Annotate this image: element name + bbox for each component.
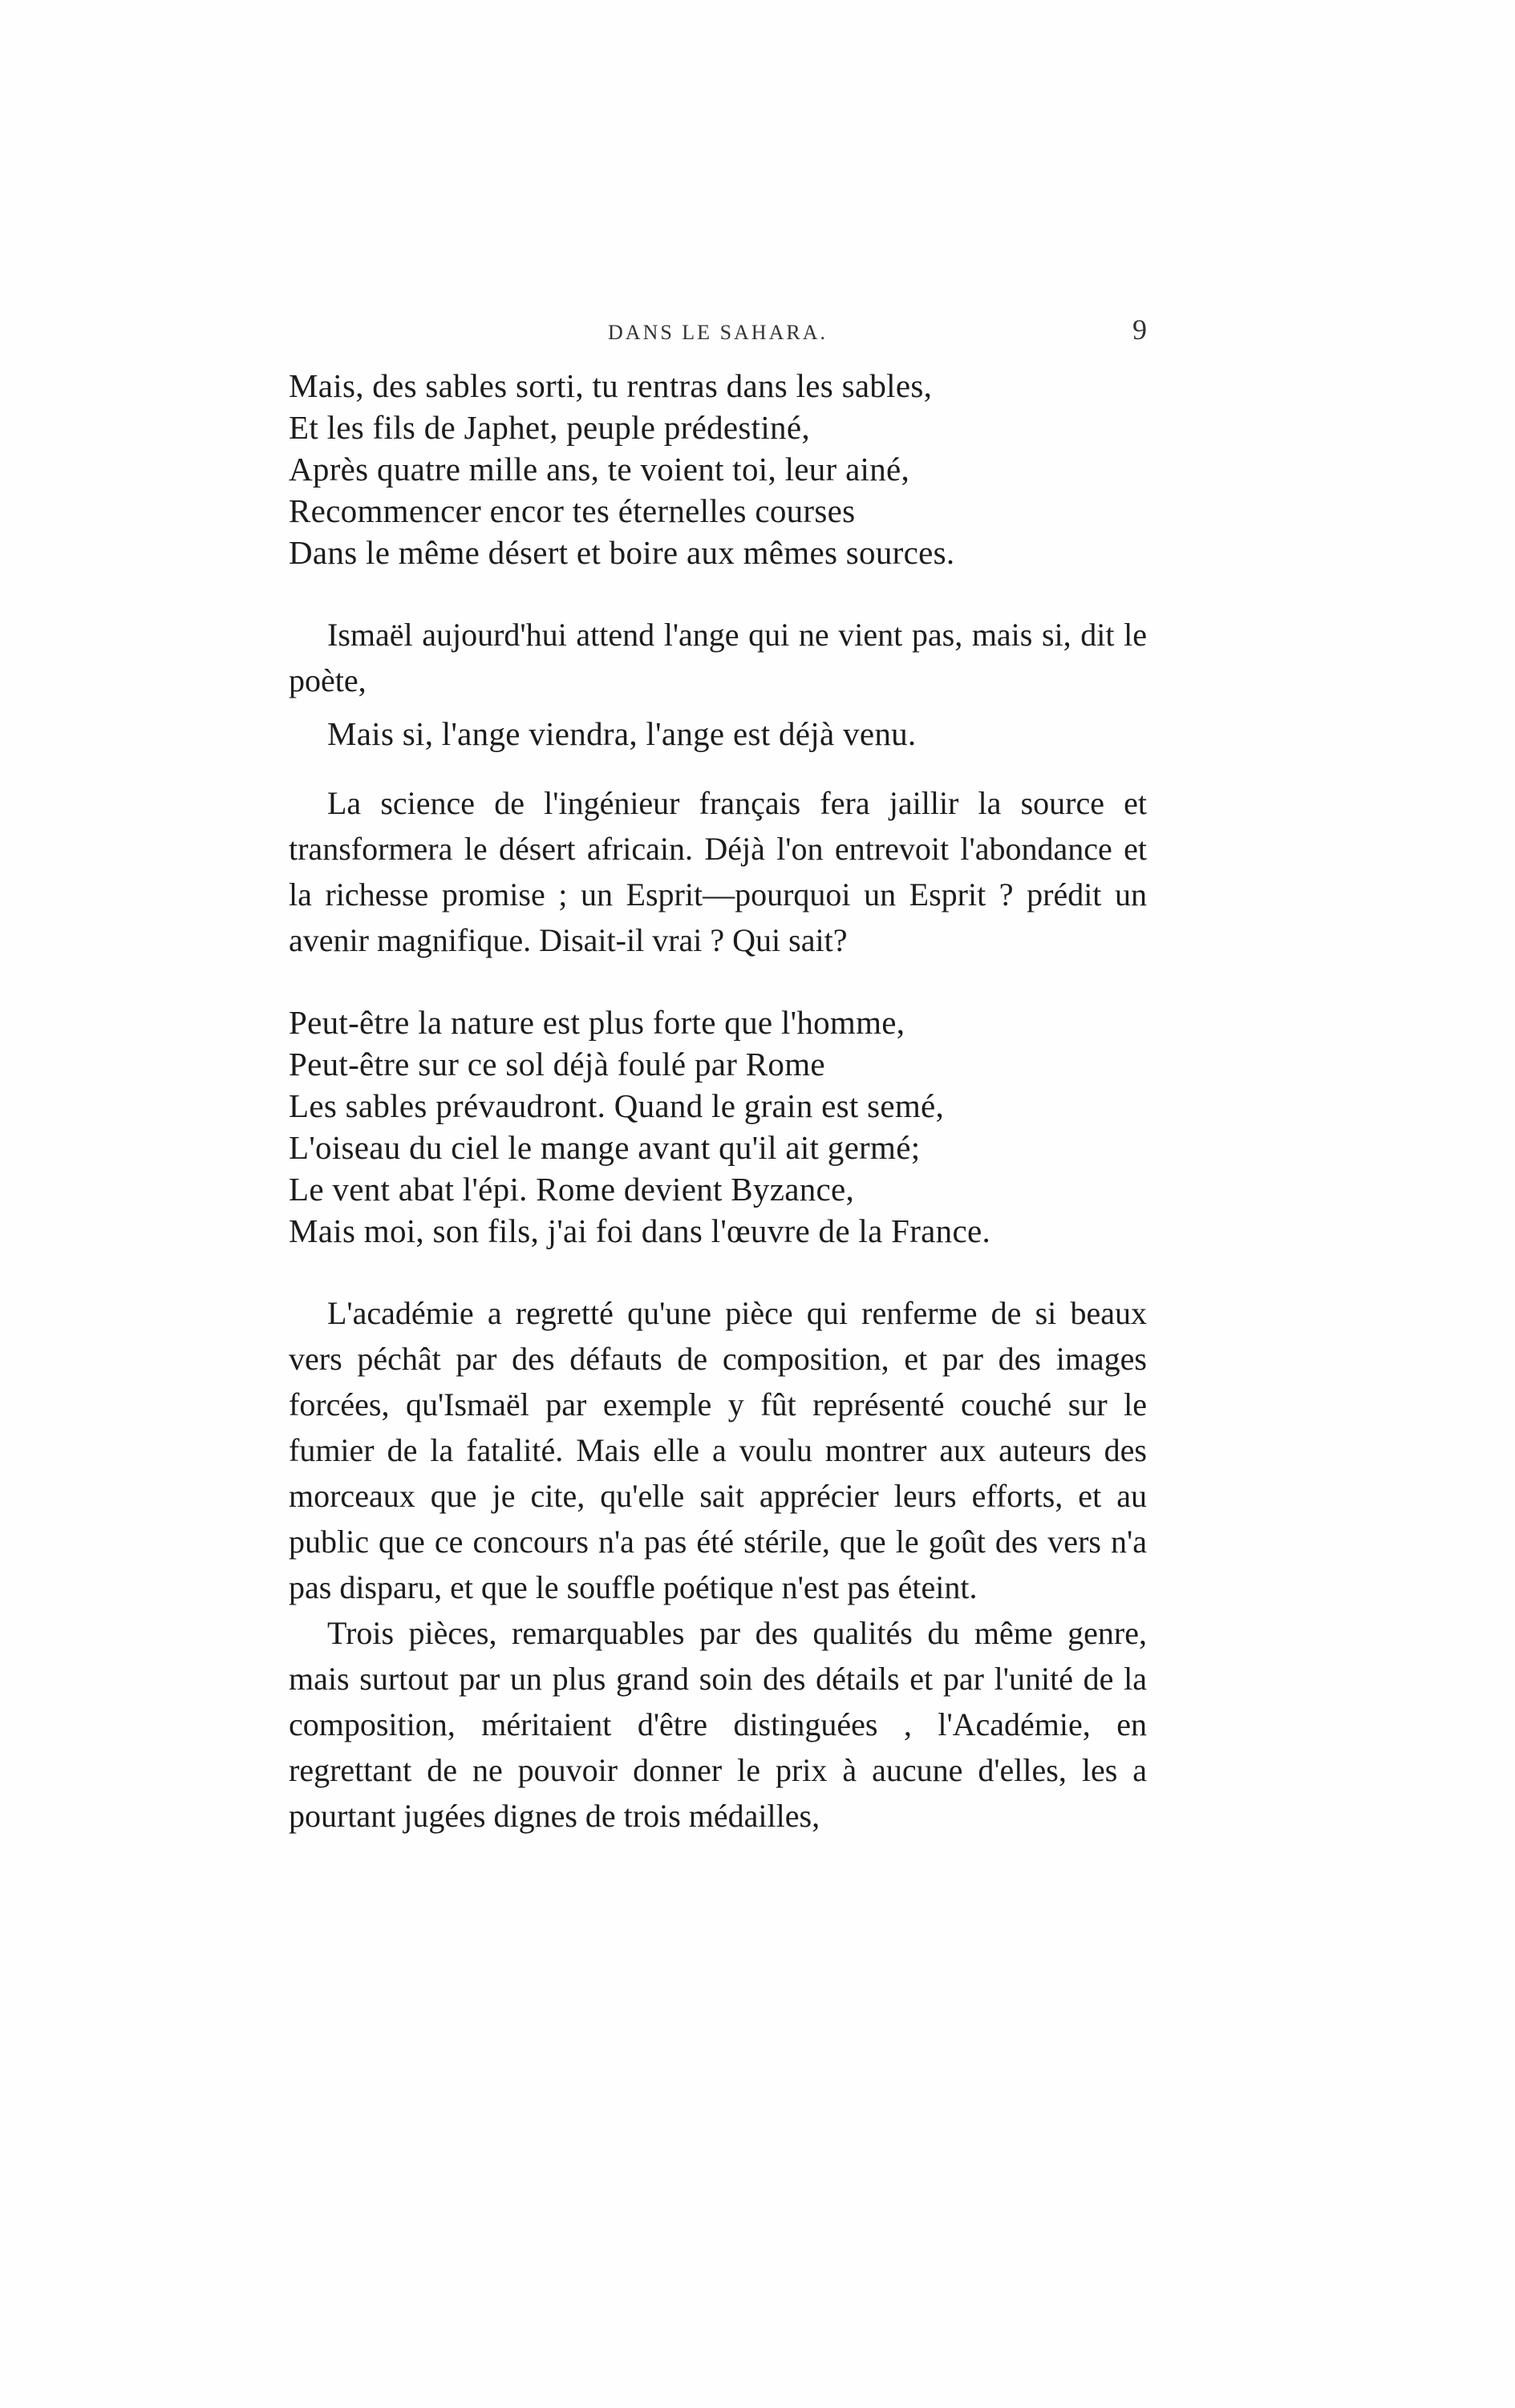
body-text [289,365,1147,1839]
verse-line: Mais si, l'ange viendra, l'ange est déjà venu. [327,715,917,752]
verse-stanza-3 [289,1002,1147,1252]
verse-stanza-1 [289,365,1147,573]
verse-line: Le vent abat l'épi. Rome devient Byzance, [289,1171,855,1208]
verse-line: Recommencer encor tes éternelles courses [289,492,856,529]
verse-stanza-2 [289,713,1147,755]
prose-paragraph: Trois pièces, remarquables par des qualités du même genre, mais surtout par un plus grand soin des détails et par l'unité de la composition, méritaient d'être distinguées , l'Académie, en regrettant de ne pouvoir donner le prix à aucune d'elles, les a pourtant jugées dignes de trois médailles, [289,1615,1147,1834]
verse-line: Mais, des sables sorti, tu rentras dans les sables, [289,367,933,404]
page-header [289,314,1147,369]
verse-line: L'oiseau du ciel le mange avant qu'il ait germé; [289,1129,921,1166]
running-head: DANS LE SAHARA. [608,321,828,344]
page-number: 9 [1132,314,1147,346]
verse-line: Les sables prévaudront. Quand le grain est semé, [289,1087,945,1124]
verse-line: Peut-être sur ce sol déjà foulé par Rome [289,1046,825,1083]
prose-paragraph: Ismaël aujourd'hui attend l'ange qui ne vient pas, mais si, dit le poète, [289,617,1147,698]
verse-line: Dans le même désert et boire aux mêmes sources. [289,534,955,571]
prose-paragraph: La science de l'ingénieur français fera jaillir la source et transformera le désert africain. Déjà l'on entrevoit l'abondance et la richesse promise ; un Esprit—pourquoi un Esprit ? prédit un avenir magnifique. Disait-il vrai ? Qui sait? [289,785,1147,958]
prose-paragraph: L'académie a regretté qu'une pièce qui renferme de si beaux vers péchât par des défauts de composition, et par des images forcées, qu'Ismaël par exemple y fût représenté couché sur le fumier de la fatalité. Mais elle a voulu montrer aux auteurs des morceaux que je cite, qu'elle sait apprécier leurs efforts, et au public que ce concours n'a pas été stérile, que le goût des vers n'a pas disparu, et que le souffle poétique n'est pas éteint. [289,1295,1147,1605]
verse-line: Mais moi, son fils, j'ai foi dans l'œuvre de la France. [289,1212,991,1249]
verse-line: Peut-être la nature est plus forte que l'homme, [289,1004,905,1041]
verse-line: Et les fils de Japhet, peuple prédestiné, [289,409,810,446]
verse-line: Après quatre mille ans, te voient toi, leur ainé, [289,451,910,488]
